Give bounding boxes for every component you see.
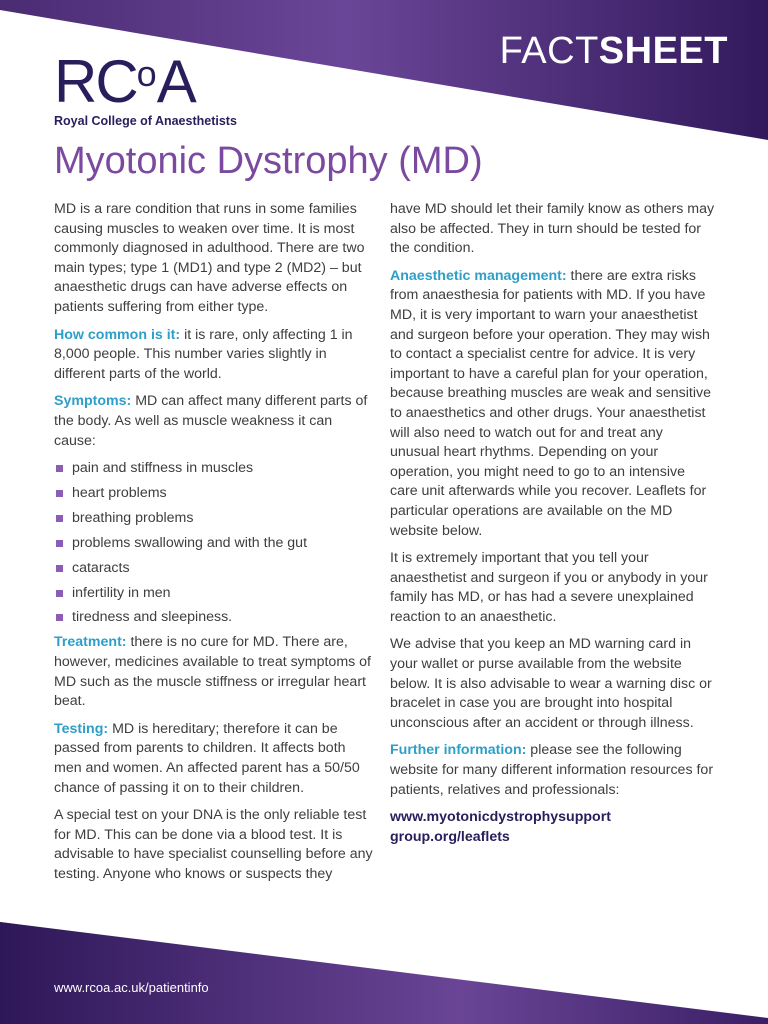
list-item: cataracts (54, 559, 376, 579)
dna-paragraph: A special test on your DNA is the only reliable test for MD. This can be done via a blood test. It is advisable to have specialist counselling before any testing. Anyone who knows or suspects they (54, 807, 373, 882)
list-item: infertility in men (54, 584, 376, 604)
rcoa-logo: $RC^oA$ Royal College of Anaesthetists (54, 48, 237, 128)
list-item: heart problems (54, 484, 376, 504)
support-website-link[interactable]: www.myotonicdystrophysupport group.org/leaflets (390, 809, 611, 845)
how-common-paragraph: How common is it: it is rare, only affecting 1 in 8,000 people. This number varies slightly in different parts of the world. (54, 326, 353, 382)
treatment-paragraph: Treatment: there is no cure for MD. There are, however, medicines available to treat symptoms of MD such as the muscle stiffness or irregular heart beat. (54, 634, 372, 710)
list-item: tiredness and sleepiness. (54, 608, 376, 628)
symptoms-list (54, 459, 376, 628)
further-information-paragraph: Further information: please see the following website for many different information resources for patients, relatives and professionals: (390, 742, 714, 798)
right-column (390, 200, 716, 855)
page-title: Myotonic Dystrophy (MD) (54, 140, 483, 182)
intro-paragraph: MD is a rare condition that runs in some families causing muscles to weaken over time. It is most commonly diagnosed in adulthood. There are two main types; type 1 (MD1) and type 2 (MD2) – but anaesthetic drugs can have adverse effects on patients suffering from either type. (54, 201, 365, 315)
advice-paragraph: We advise that you keep an MD warning card in your wallet or purse available from the website below. It is also advisable to wear a warning disc or bracelet in case you are brought into hospital unconscious after an accident or through illness. (390, 636, 712, 731)
factsheet-heading: FACTSHEET (499, 30, 728, 72)
list-item: pain and stiffness in muscles (54, 459, 376, 479)
footer-band-fill (0, 918, 768, 1024)
important-paragraph: It is extremely important that you tell your anaesthetist and surgeon if you or anybody in your family has MD, or has had a severe unexplained reaction to an anaesthetic. (390, 550, 708, 625)
continuation-paragraph: have MD should let their family know as others may also be affected. They in turn should be tested for the condition. (390, 201, 715, 257)
left-column (54, 200, 376, 892)
logo-subtitle: Royal College of Anaesthetists (54, 114, 237, 128)
footer-url[interactable]: www.rcoa.ac.uk/patientinfo (54, 980, 209, 995)
list-item: breathing problems (54, 509, 376, 529)
testing-paragraph: Testing: MD is hereditary; therefore it can be passed from parents to children. It affects both men and women. An affected parent has a 50/50 chance of passing it on to their children. (54, 720, 360, 796)
list-item: problems swallowing and with the gut (54, 534, 376, 554)
symptoms-paragraph: Symptoms: MD can affect many different parts of the body. As well as muscle weakness it can cause: (54, 393, 368, 449)
anaesthetic-management-paragraph: Anaesthetic management: there are extra risks from anaesthesia for patients with MD. If you have MD, it is very important to warn your anaesthetist and surgeon before your operation. They may wish to contact a specialist centre for advice. It is very important to have a careful plan for your operation, because breathing muscles are weak and sensitive to anaesthetics and other drugs. Your anaesthetist will also need to watch out for and treat any unusual heart rhythms. Depending on your operation, you might need to go to an intensive care unit afterwards while you recover. Leaflets for particular operations are available on the MD website below. (390, 267, 711, 539)
